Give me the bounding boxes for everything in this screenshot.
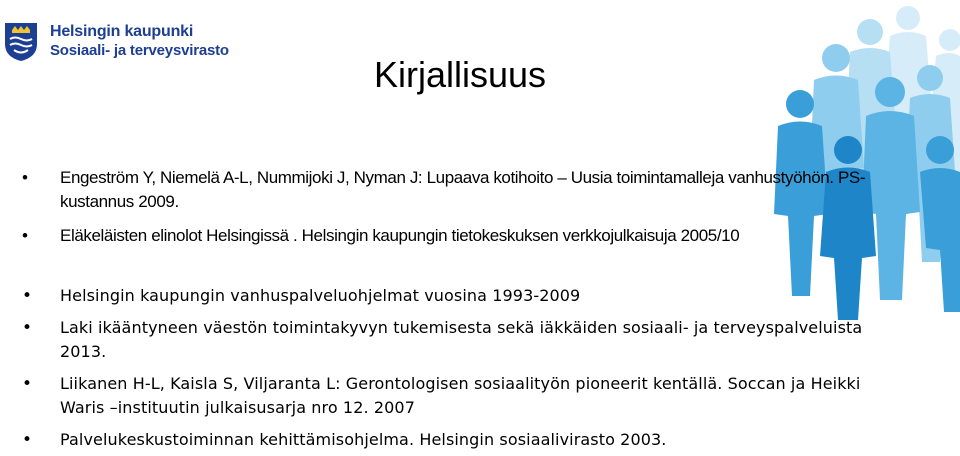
reference-text: Laki ikääntyneen väestön toimintakyvyn tukemisesta sekä iäkkäiden sosiaali- ja terveyspalveluista 2013.: [60, 318, 863, 361]
reference-text: Eläkeläisten elinolot Helsingissä . Helsingin kaupungin tietokeskuksen verkkojulkaisuja 2005/10: [60, 226, 740, 245]
reference-item: [22, 428, 910, 452]
slide-title: Kirjallisuus: [373, 54, 547, 95]
reference-text: Liikanen H-L, Kaisla S, Viljaranta L: Gerontologisen sosiaalityön pioneerit kentällä. Soccan ja Heikki Waris –instituutin julkaisusarja nro 12. 2007: [60, 374, 861, 417]
bullet-marker: •: [22, 226, 28, 245]
logo-organization-name: Helsingin kaupunki: [50, 23, 194, 40]
reference-text: Palvelukeskustoiminnan kehittämisohjelma. Helsingin sosiaalivirasto 2003.: [60, 430, 667, 449]
reference-item: [22, 284, 910, 308]
bullet-marker: •: [22, 430, 33, 450]
people-silhouettes-icon: [740, 0, 960, 320]
reference-text: Helsingin kaupungin vanhuspalveluohjelmat vuosina 1993-2009: [60, 286, 581, 305]
reference-item: [22, 224, 910, 248]
logo-department-name: Sosiaali- ja terveysvirasto: [50, 42, 229, 59]
bullet-marker: •: [22, 286, 33, 306]
reference-item: [22, 316, 910, 364]
bullet-marker: •: [22, 168, 28, 187]
reference-item: [22, 372, 910, 420]
bullet-marker: •: [22, 374, 33, 394]
reference-item: [22, 166, 910, 214]
reference-text: Engeström Y, Niemelä A-L, Nummijoki J, Nyman J: Lupaava kotihoito – Uusia toimintamalleja vanhustyöhön. PS-kustannus 2009.: [60, 168, 866, 211]
bullet-marker: •: [22, 318, 33, 338]
